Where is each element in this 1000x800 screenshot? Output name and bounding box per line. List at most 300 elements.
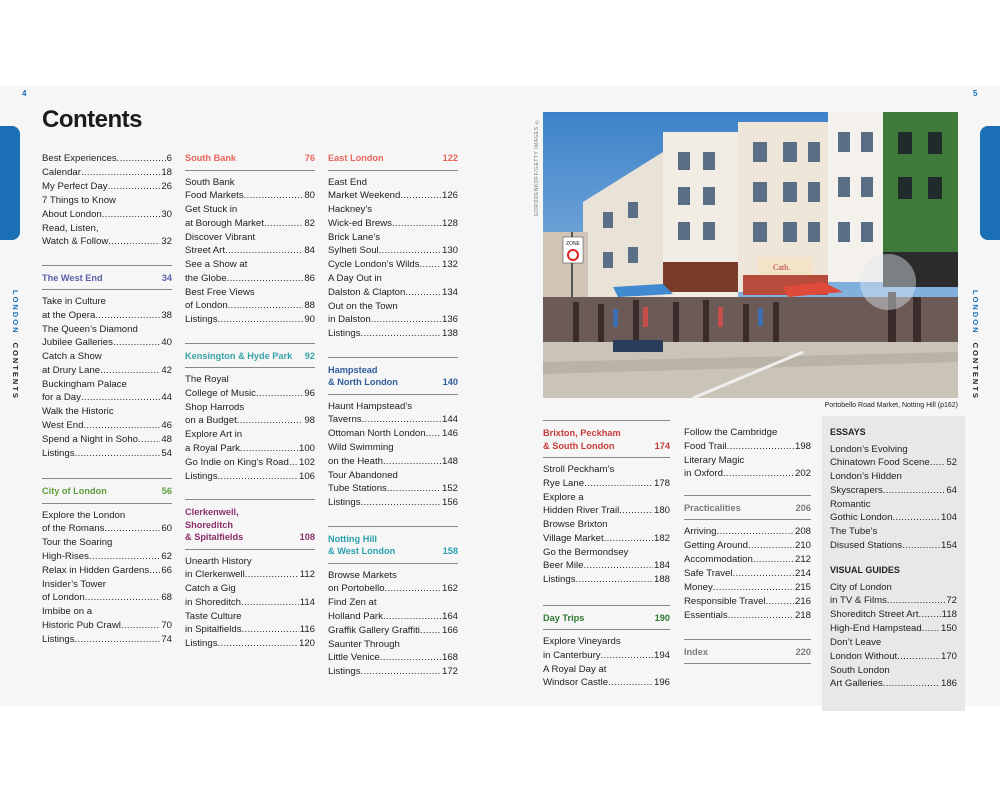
- toc-entry-leader: [328, 427, 458, 441]
- toc-entry-title: Windsor Castle: [543, 677, 609, 688]
- toc-entry-leader: [328, 482, 458, 496]
- toc-entry-text: [543, 532, 653, 546]
- toc-entry[interactable]: [42, 222, 172, 249]
- toc-entry-page: 138: [441, 328, 458, 339]
- toc-entry[interactable]: [42, 509, 172, 536]
- toc-entry[interactable]: [684, 609, 811, 623]
- toc-entry-line: East End: [328, 176, 367, 188]
- toc-entry-page: 44: [161, 392, 172, 403]
- toc-entry[interactable]: [42, 405, 172, 432]
- toc-entry[interactable]: [185, 373, 315, 400]
- toc-entry[interactable]: [185, 313, 315, 327]
- toc-entry-title: the Globe: [185, 272, 227, 284]
- toc-entry-line: Unearth History: [185, 555, 252, 567]
- dot-leader: [121, 619, 160, 633]
- toc-entry[interactable]: [42, 152, 172, 166]
- section-heading[interactable]: [42, 478, 172, 504]
- toc-entry-title: on Portobello: [328, 583, 385, 594]
- toc-entry-text: [684, 440, 794, 454]
- section-title-line: Notting Hill: [328, 533, 377, 544]
- toc-entry-page: 148: [441, 455, 458, 467]
- toc-entry[interactable]: [42, 166, 172, 180]
- toc-entry[interactable]: [42, 605, 172, 632]
- toc-entry[interactable]: [328, 300, 458, 327]
- toc-entry[interactable]: [42, 536, 172, 563]
- toc-entry-page: 80: [304, 190, 315, 201]
- toc-entry[interactable]: [328, 176, 458, 203]
- toc-entry-leader: [328, 496, 458, 510]
- dot-leader: [601, 649, 653, 663]
- page-number-left: 4: [22, 89, 27, 98]
- toc-entry-text: [830, 511, 940, 525]
- toc-entry-page: 180: [653, 505, 670, 516]
- toc-entry-leader: [684, 467, 811, 481]
- section-title-line: & West London: [328, 546, 396, 556]
- toc-entry[interactable]: [42, 323, 172, 350]
- toc-entry-line: Catch a Show: [42, 351, 102, 362]
- toc-entry-text: [328, 244, 441, 258]
- toc-entry-leader: [42, 419, 172, 433]
- toc-entry-text: [42, 309, 160, 323]
- toc-entry-page: 98: [304, 415, 315, 426]
- toc-entry-leader: [830, 677, 957, 691]
- section-heading[interactable]: [328, 152, 458, 171]
- dot-leader: [379, 244, 441, 258]
- toc-entry[interactable]: [42, 350, 172, 377]
- toc-entry[interactable]: [328, 272, 458, 299]
- dot-leader: [81, 391, 160, 405]
- toc-entry[interactable]: [328, 665, 458, 679]
- toc-entry-page: 54: [161, 447, 172, 459]
- toc-entry-text: [42, 564, 160, 578]
- toc-entry-title: Money: [684, 582, 713, 593]
- section-items: [328, 400, 458, 510]
- toc-entry[interactable]: [684, 567, 811, 581]
- dot-leader: [371, 313, 441, 327]
- section-heading[interactable]: [328, 357, 458, 395]
- toc-entry[interactable]: [684, 454, 811, 481]
- section-title-line: & Spitalfields: [185, 532, 244, 542]
- toc-column-2: [185, 152, 315, 661]
- section-title-line: & North London: [328, 377, 398, 387]
- toc-entry-page: 172: [441, 666, 458, 677]
- section-page: 190: [654, 612, 670, 623]
- toc-entry-title: Wick-ed Brews: [328, 217, 392, 229]
- section-heading[interactable]: [185, 499, 315, 550]
- toc-entry-title: in Spitalfields: [185, 624, 242, 635]
- toc-entry-line: Haunt Hampstead’s: [328, 400, 413, 412]
- toc-entry[interactable]: [328, 624, 458, 638]
- toc-entry-page: 116: [299, 624, 315, 635]
- toc-entry-title: at the Opera: [42, 309, 96, 321]
- toc-entry-text: [328, 665, 441, 679]
- toc-entry-leader: [328, 258, 458, 272]
- toc-entry[interactable]: [543, 573, 670, 587]
- section-title: [543, 427, 621, 452]
- section-items: [543, 463, 670, 587]
- dot-leader: [95, 309, 160, 323]
- dot-leader: [748, 539, 794, 553]
- toc-entry[interactable]: [185, 231, 315, 258]
- toc-entry-leader: [42, 208, 172, 222]
- toc-entry-title: Street Art: [185, 245, 225, 256]
- toc-entry-line: Brick Lane’s: [328, 231, 381, 243]
- toc-entry[interactable]: [328, 469, 458, 496]
- section-items: [185, 176, 315, 327]
- toc-entry-text: [42, 619, 160, 633]
- toc-entry-text: [830, 456, 945, 470]
- section-heading[interactable]: [684, 495, 811, 521]
- toc-entry-leader: [42, 433, 172, 447]
- toc-entry-leader: [185, 637, 315, 651]
- toc-entry-page: 164: [441, 610, 458, 622]
- toc-entry-page: 114: [299, 596, 315, 608]
- toc-entry-page: 48: [161, 433, 172, 445]
- section-title: Practicalities: [684, 502, 741, 513]
- dot-leader: [244, 189, 304, 203]
- toc-front-matter: [42, 152, 172, 249]
- toc-entry-title: Listings: [42, 447, 75, 459]
- toc-entry-page: 126: [441, 190, 458, 201]
- dot-leader: [753, 553, 794, 567]
- section-items: [328, 569, 458, 679]
- toc-entry-title: in Dalston: [328, 314, 371, 325]
- toc-entry-leader: [42, 447, 172, 461]
- toc-entry[interactable]: [42, 578, 172, 605]
- toc-entry[interactable]: [42, 564, 172, 578]
- toc-entry-text: [684, 467, 794, 481]
- toc-entry-title: on the Heath: [328, 455, 383, 467]
- toc-entry[interactable]: [543, 663, 670, 690]
- section-title: [328, 364, 398, 389]
- toc-entry-line: 7 Things to Know: [42, 195, 116, 206]
- toc-entry-text: [185, 414, 303, 428]
- section-heading[interactable]: [543, 605, 670, 631]
- toc-entry-line: Walk the Historic: [42, 406, 114, 417]
- section-heading[interactable]: [185, 343, 315, 369]
- toc-entry-title: Gothic London: [830, 512, 893, 523]
- toc-entry-title: Calendar: [42, 167, 81, 178]
- section-heading[interactable]: [684, 639, 811, 665]
- dot-leader: [426, 427, 441, 441]
- toc-entry-title: Listings: [185, 638, 218, 649]
- toc-entry[interactable]: [543, 491, 670, 518]
- toc-entry-leader: [830, 594, 957, 608]
- toc-entry-leader: [185, 299, 315, 313]
- dot-leader: [256, 387, 303, 401]
- toc-entry[interactable]: [185, 428, 315, 455]
- toc-entry-page: 120: [298, 638, 315, 649]
- toc-entry[interactable]: [543, 546, 670, 573]
- dot-leader: [728, 609, 794, 623]
- toc-entry-page: 90: [304, 314, 315, 325]
- toc-entry[interactable]: [830, 608, 957, 622]
- toc-entry[interactable]: [684, 426, 811, 453]
- toc-entry[interactable]: [328, 203, 458, 230]
- toc-entry[interactable]: [684, 525, 811, 539]
- toc-entry-title: Go Indie on King’s Road: [185, 456, 289, 468]
- section-heading[interactable]: [328, 526, 458, 564]
- toc-entry-text: [185, 637, 298, 651]
- toc-entry[interactable]: [328, 231, 458, 258]
- toc-entry-title: Dalston & Clapton: [328, 286, 406, 298]
- toc-entry[interactable]: [684, 539, 811, 553]
- toc-entry[interactable]: [328, 327, 458, 341]
- toc-entry-line: South Bank: [185, 176, 235, 188]
- dot-leader: [83, 419, 160, 433]
- toc-entry-page: 182: [653, 532, 670, 544]
- toc-entry-line: Take in Culture: [42, 296, 106, 307]
- toc-entry[interactable]: [328, 569, 458, 596]
- toc-entry[interactable]: [543, 518, 670, 545]
- section-page: 174: [654, 440, 670, 451]
- dot-leader: [237, 414, 304, 428]
- dot-leader: [897, 650, 940, 664]
- toc-entry-line: Wild Swimming: [328, 442, 394, 453]
- toc-entry-page: 132: [441, 259, 458, 270]
- toc-entry-title: of the Romans: [42, 523, 105, 534]
- toc-entry-page: 210: [794, 540, 811, 551]
- dot-leader: [766, 595, 794, 609]
- toc-section-notting-hill: [328, 526, 458, 679]
- toc-entry-text: [328, 413, 441, 427]
- toc-entry-line: London’s Hidden: [830, 471, 902, 482]
- toc-entry[interactable]: [830, 636, 957, 663]
- toc-entry-leader: [42, 522, 172, 536]
- section-title: Kensington & Hyde Park: [185, 350, 293, 361]
- toc-entry-title: Safe Travel: [684, 568, 733, 579]
- toc-entry[interactable]: [42, 295, 172, 322]
- toc-entry-text: [42, 166, 160, 180]
- section-title: Index: [684, 646, 708, 657]
- toc-entry-leader: [42, 180, 172, 194]
- toc-entry-page: 186: [940, 678, 957, 689]
- toc-entry[interactable]: [185, 286, 315, 313]
- section-title-line: & South London: [543, 440, 615, 451]
- toc-entry[interactable]: [185, 637, 315, 651]
- section-heading[interactable]: [185, 152, 315, 171]
- toc-entry[interactable]: [42, 433, 172, 447]
- toc-entry[interactable]: [42, 180, 172, 194]
- toc-entry[interactable]: [185, 470, 315, 484]
- toc-entry-leader: [830, 484, 957, 498]
- toc-entry-text: [185, 470, 298, 484]
- toc-entry-title: Relax in Hidden Gardens: [42, 564, 150, 576]
- toc-entry-text: [185, 189, 303, 203]
- toc-entry[interactable]: [830, 581, 957, 608]
- section-items: [185, 373, 315, 483]
- section-heading[interactable]: [42, 265, 172, 291]
- toc-entry[interactable]: [185, 456, 315, 470]
- toc-entry-leader: [328, 665, 458, 679]
- toc-entry-text: [42, 235, 160, 249]
- toc-entry-page: 162: [441, 583, 458, 594]
- toc-entry-line: Don’t Leave: [830, 637, 882, 648]
- toc-entry-leader: [543, 573, 670, 587]
- section-items: [684, 525, 811, 623]
- toc-entry[interactable]: [328, 496, 458, 510]
- toc-entry[interactable]: [830, 498, 957, 525]
- toc-entry[interactable]: [543, 635, 670, 662]
- toc-entry-leader: [543, 676, 670, 690]
- toc-entry-leader: [185, 596, 315, 610]
- toc-entry-title: Historic Pub Crawl: [42, 619, 121, 631]
- toc-entry-title: Village Market: [543, 532, 604, 544]
- toc-entry-text: [185, 217, 303, 231]
- toc-section-city: [42, 478, 172, 646]
- toc-entry-text: [543, 477, 653, 491]
- toc-entry[interactable]: [328, 638, 458, 665]
- section-page: 206: [795, 502, 811, 513]
- dot-leader: [717, 525, 794, 539]
- toc-entry-leader: [328, 651, 458, 665]
- toc-entry-leader: [42, 309, 172, 323]
- toc-section-west-end: [42, 265, 172, 461]
- toc-entry-title: London Without: [830, 650, 898, 662]
- toc-entry-text: [185, 272, 303, 286]
- dot-leader: [102, 208, 161, 222]
- toc-entry[interactable]: [185, 582, 315, 609]
- dot-leader: [104, 522, 160, 536]
- toc-entry-line: The Royal: [185, 374, 229, 385]
- toc-entry[interactable]: [543, 463, 670, 490]
- toc-entry[interactable]: [830, 443, 957, 470]
- toc-entry-text: [185, 299, 303, 313]
- section-title: [185, 506, 243, 544]
- toc-entry[interactable]: [328, 441, 458, 468]
- dot-leader: [264, 217, 303, 231]
- toc-entry-line: See a Show at: [185, 259, 248, 270]
- toc-entry[interactable]: [684, 581, 811, 595]
- toc-entry-page: 136: [441, 314, 458, 325]
- section-page: 34: [161, 272, 172, 283]
- toc-entry-title: Accommodation: [684, 554, 753, 565]
- toc-entry-line: Taste Culture: [185, 610, 242, 622]
- dot-leader: [108, 235, 160, 249]
- page-number-right: 5: [973, 89, 978, 98]
- toc-entry[interactable]: [328, 596, 458, 623]
- toc-entry-text: [328, 258, 441, 272]
- toc-entry-line: Stroll Peckham’s: [543, 464, 615, 475]
- toc-entry[interactable]: [684, 553, 811, 567]
- toc-entry-page: 60: [161, 523, 172, 534]
- toc-entry-text: [684, 539, 794, 553]
- chapter-tab-left: [0, 126, 20, 240]
- toc-entry-text: [185, 313, 303, 327]
- dot-leader: [420, 624, 441, 638]
- toc-entry[interactable]: [328, 258, 458, 272]
- toc-entry[interactable]: [42, 378, 172, 405]
- toc-entry-page: 166: [441, 624, 458, 636]
- toc-entry[interactable]: [684, 595, 811, 609]
- toc-entry-text: [684, 581, 794, 595]
- toc-entry[interactable]: [185, 401, 315, 428]
- toc-entry-text: [543, 676, 653, 690]
- toc-entry-leader: [830, 650, 957, 664]
- toc-entry[interactable]: [328, 400, 458, 427]
- toc-entry-title: on a Budget: [185, 415, 237, 426]
- toc-entry-leader: [328, 327, 458, 341]
- toc-entry[interactable]: [185, 258, 315, 285]
- toc-entry-title: Graffik Gallery Graffiti: [328, 624, 420, 636]
- toc-entry[interactable]: [830, 525, 957, 552]
- section-title-line: Shoreditch: [185, 519, 233, 530]
- toc-entry[interactable]: [185, 555, 315, 582]
- toc-entry[interactable]: [328, 427, 458, 441]
- section-heading[interactable]: [543, 420, 670, 458]
- dot-leader: [240, 442, 298, 456]
- toc-entry-leader: [543, 532, 670, 546]
- dot-leader: [361, 327, 441, 341]
- toc-entry-page: 152: [441, 483, 458, 494]
- toc-entry[interactable]: [42, 633, 172, 647]
- toc-entry-text: [328, 286, 441, 300]
- page-title: Contents: [42, 106, 142, 133]
- toc-entry-title: Hidden River Trail: [543, 505, 620, 516]
- section-title: [328, 533, 395, 558]
- toc-entry[interactable]: [42, 447, 172, 461]
- toc-entry-text: [830, 650, 940, 664]
- toc-entry[interactable]: [185, 203, 315, 230]
- toc-entry-page: 150: [940, 623, 957, 634]
- toc-entry-page: 42: [161, 364, 172, 376]
- toc-section-brixton: [543, 420, 670, 587]
- toc-entry-line: Go the Bermondsey: [543, 546, 629, 558]
- toc-entry-title: Holland Park: [328, 610, 383, 622]
- toc-entry-title: Responsible Travel: [684, 596, 766, 607]
- running-head-city: LONDON: [11, 290, 20, 335]
- toc-entry-page: 178: [653, 477, 670, 489]
- toc-entry-text: [185, 387, 303, 401]
- toc-entry-title: Art Galleries: [830, 678, 883, 689]
- dot-leader: [75, 633, 161, 647]
- running-head-section: CONTENTS: [11, 342, 20, 400]
- toc-entry[interactable]: [185, 610, 315, 637]
- dot-leader: [225, 244, 303, 258]
- section-page: 220: [795, 646, 811, 657]
- toc-entry-leader: [185, 470, 315, 484]
- toc-section-day-trips: [543, 605, 670, 690]
- toc-entry-title: in Clerkenwell: [185, 569, 245, 580]
- toc-entry-page: 64: [946, 484, 957, 496]
- toc-entry-title: Listings: [328, 328, 361, 339]
- dot-leader: [405, 286, 441, 300]
- toc-entry-text: [328, 582, 441, 596]
- toc-entry-leader: [684, 595, 811, 609]
- section-title: East London: [328, 153, 384, 163]
- dot-leader: [608, 676, 653, 690]
- toc-entry[interactable]: [830, 664, 957, 691]
- toc-entry-page: 196: [653, 677, 670, 688]
- toc-entry-leader: [328, 217, 458, 231]
- toc-entry-text: [543, 559, 653, 573]
- essays-list: [830, 443, 957, 553]
- toc-entry[interactable]: [830, 622, 957, 636]
- toc-entry-leader: [42, 633, 172, 647]
- toc-entry-leader: [185, 244, 315, 258]
- toc-entry-leader: [185, 272, 315, 286]
- dot-leader: [883, 677, 940, 691]
- toc-entry-line: Discover Vibrant: [185, 231, 256, 243]
- toc-entry[interactable]: [185, 176, 315, 203]
- section-page: 92: [304, 350, 315, 361]
- toc-entry[interactable]: [42, 194, 172, 221]
- toc-entry-page: 82: [304, 217, 315, 229]
- toc-entry-page: 198: [794, 440, 811, 452]
- toc-entry-page: 62: [161, 550, 172, 562]
- toc-entry-title: About London: [42, 208, 102, 220]
- toc-entry[interactable]: [830, 470, 957, 497]
